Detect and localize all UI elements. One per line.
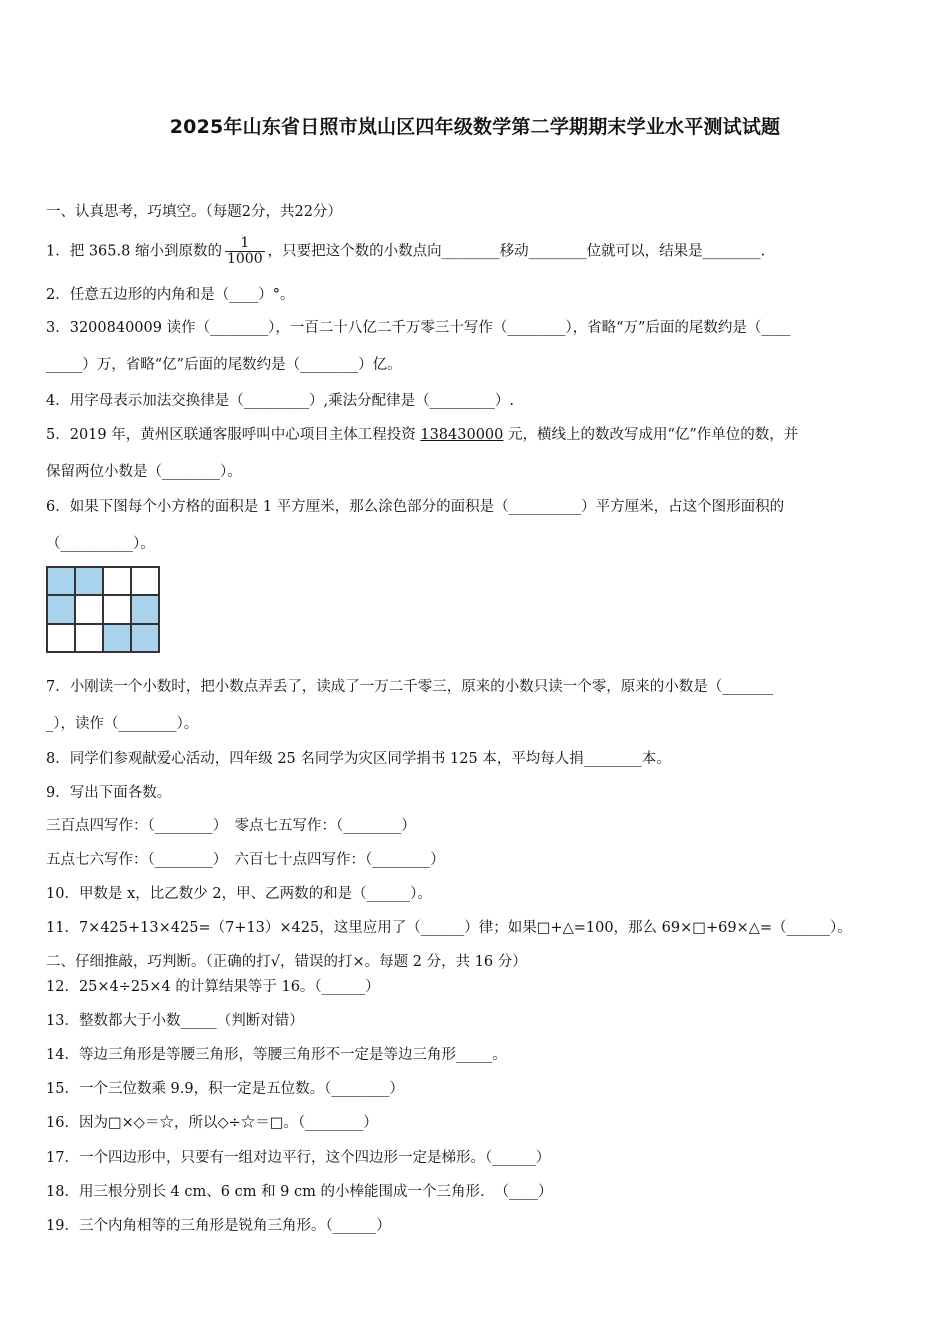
grid-cell-shaded [103, 624, 131, 652]
question-9-row-2: 五点七六写作：（________） 六百七十点四写作：（________） [46, 852, 445, 868]
question-11: 11．7×425+13×425=（7+13）×425，这里应用了（______）律；如果□+△=100，那么 69×□+69×△=（______）。 [46, 920, 852, 936]
question-14: 14．等边三角形是等腰三角形，等腰三角形不一定是等边三角形_____。 [46, 1047, 507, 1063]
question-3-line-1: 3．3200840009 读作（________），一百二十八亿二千万零三十写作（________），省略“万”后面的尾数约是（____ [46, 320, 791, 336]
square-grid-figure [46, 566, 160, 653]
grid-cell [75, 595, 103, 623]
question-3-line-2: _____）万，省略“亿”后面的尾数约是（________）亿。 [46, 357, 402, 373]
question-5-line-1 [46, 425, 798, 445]
question-17: 17．一个四边形中，只要有一组对边平行，这个四边形一定是梯形。（______） [46, 1150, 551, 1166]
q5-text-after: 元，横线上的数改写成用“亿”作单位的数，并 [503, 427, 799, 443]
grid-cell [103, 595, 131, 623]
fraction-1-1000 [225, 236, 265, 267]
grid-cell [103, 567, 131, 595]
fraction-numerator: 1 [225, 236, 265, 252]
question-10: 10．甲数是 x，比乙数少 2，甲、乙两数的和是（______）。 [46, 886, 432, 902]
question-1 [46, 236, 765, 267]
section-2-heading: 二、仔细推敲，巧判断。（正确的打√，错误的打×。每题 2 分，共 16 分） [46, 954, 527, 970]
grid-cell-shaded [75, 567, 103, 595]
page-title: 2025年山东省日照市岚山区四年级数学第二学期期末学业水平测试试题 [169, 116, 781, 138]
grid-cell [47, 624, 75, 652]
q1-text-after: ，只要把这个数的小数点向________移动________位就可以，结果是________. [267, 243, 766, 260]
question-2: 2．任意五边形的内角和是（____）°。 [46, 287, 295, 303]
grid-cell-shaded [131, 624, 159, 652]
question-18: 18．用三根分别长 4 cm、6 cm 和 9 cm 的小棒能围成一个三角形． （____） [46, 1184, 553, 1200]
q5-underlined-number: 138430000 [420, 427, 504, 443]
question-15: 15．一个三位数乘 9.9，积一定是五位数。（________） [46, 1081, 404, 1097]
question-9-row-1: 三百点四写作：（________） 零点七五写作：（________） [46, 818, 416, 834]
question-12: 12．25×4÷25×4 的计算结果等于 16。（______） [46, 979, 380, 995]
question-8: 8．同学们参观献爱心活动，四年级 25 名同学为灾区同学捐书 125 本，平均每人捐________本。 [46, 751, 671, 767]
grid-cell [75, 624, 103, 652]
question-5-line-2: 保留两位小数是（________）。 [46, 464, 242, 480]
question-6-line-2: （__________）。 [46, 536, 155, 552]
grid-cell [131, 567, 159, 595]
grid-cell-shaded [47, 595, 75, 623]
question-16: 16．因为□×◇＝☆，所以◇÷☆＝□。（________） [46, 1115, 378, 1131]
question-13: 13．整数都大于小数_____（判断对错） [46, 1013, 304, 1029]
question-4: 4．用字母表示加法交换律是（_________）,乘法分配律是（_________）. [46, 393, 514, 409]
question-19: 19．三个内角相等的三角形是锐角三角形。（______） [46, 1218, 391, 1234]
question-7-line-1: 7．小刚读一个小数时，把小数点弄丢了，读成了一万二千零三，原来的小数只读一个零，原来的小数是（_______ [46, 679, 773, 695]
q1-text-before: 1．把 365.8 缩小到原数的 [46, 243, 222, 260]
grid-cell-shaded [47, 567, 75, 595]
question-9: 9．写出下面各数。 [46, 785, 172, 801]
fraction-denominator: 1000 [226, 251, 263, 267]
question-7-line-2: _），读作（________）。 [46, 716, 199, 732]
grid-cell-shaded [131, 595, 159, 623]
q5-text-before: 5．2019 年，黄州区联通客服呼叫中心项目主体工程投资 [46, 427, 421, 443]
section-1-heading: 一、认真思考，巧填空。（每题2分，共22分） [46, 204, 342, 220]
question-6-line-1: 6．如果下图每个小方格的面积是 1 平方厘米，那么涂色部分的面积是（__________）平方厘米，占这个图形面积的 [46, 499, 785, 515]
